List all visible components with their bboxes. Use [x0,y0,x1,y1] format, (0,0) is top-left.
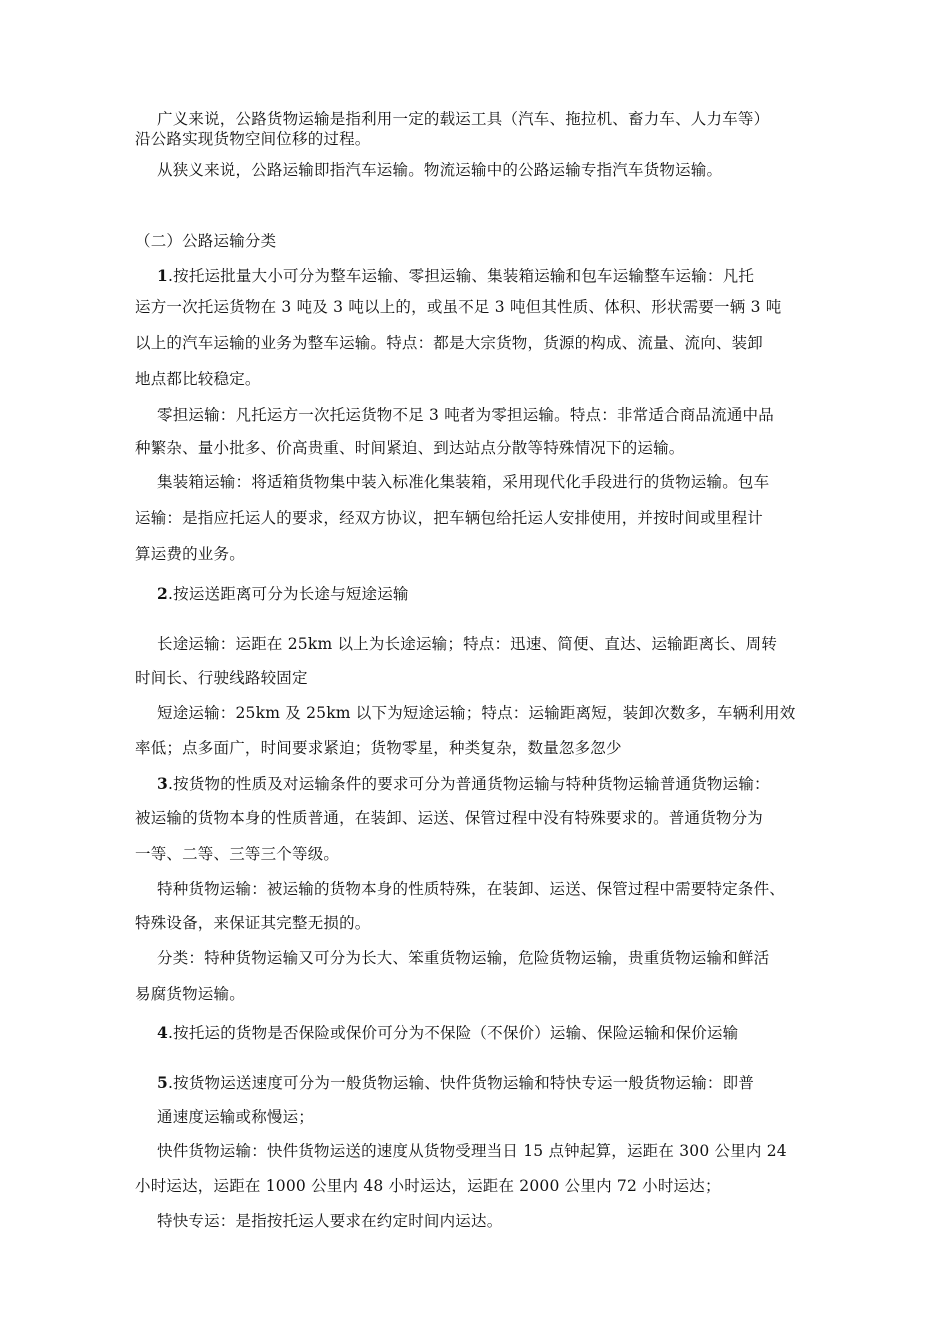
item-4-text: .按托运的货物是否保险或保价可分为不保险（不保价）运输、保险运输和保价运输 [168,1024,739,1042]
classification-line-2: 易腐货物运输。 [135,985,245,1003]
item-1-line-2: 运方一次托运货物在 3 吨及 3 吨以上的，或虽不足 3 吨但其性质、体积、形状需要一辆 3 吨 [135,298,782,316]
container-line-1: 集装箱运输：将适箱货物集中装入标准化集装箱，采用现代化手段进行的货物运输。包车 [157,473,770,491]
item-5-number: 5 [157,1073,168,1092]
express-line-1: 快件货物运输：快件货物运送的速度从货物受理当日 15 点钟起算，运距在 300 公里内 24 [157,1142,787,1160]
item-5-text: .按货物运送速度可分为一般货物运输、快件货物运输和特快专运一般货物运输：即普 [168,1074,755,1092]
special-cargo-line-2: 特殊设备，来保证其完整无损的。 [135,914,371,932]
item-3-line-2: 被运输的货物本身的性质普通，在装卸、运送、保管过程中没有特殊要求的。普通货物分为 [135,809,764,827]
item-4 [157,1023,738,1043]
classification-line-1: 分类：特种货物运输又可分为长大、笨重货物运输，危险货物运输，贵重货物运输和鲜活 [157,949,770,967]
short-distance-line-2: 率低；点多面广，时间要求紧迫；货物零星，种类复杂，数量忽多忽少 [135,739,622,757]
item-2-text: .按运送距离可分为长途与短途运输 [168,585,409,603]
intro-paragraph-1-line-2: 沿公路实现货物空间位移的过程。 [135,130,371,148]
container-line-2: 运输：是指应托运人的要求，经双方协议，把车辆包给托运人安排使用，并按时间或里程计 [135,509,764,527]
item-1-line-4: 地点都比较稳定。 [135,370,261,388]
intro-paragraph-2: 从狭义来说，公路运输即指汽车运输。物流运输中的公路运输专指汽车货物运输。 [157,161,723,179]
item-3-line-3: 一等、二等、三等三个等级。 [135,845,340,863]
item-1-line-3: 以上的汽车运输的业务为整车运输。特点：都是大宗货物，货源的构成、流量、流向、装卸 [135,334,764,352]
long-distance-line-1: 长途运输：运距在 25km 以上为长途运输；特点：迅速、简便、直达、运输距离长、周转 [157,635,778,653]
special-cargo-line-1: 特种货物运输：被运输的货物本身的性质特殊，在装卸、运送、保管过程中需要特定条件、 [157,880,786,898]
item-3-number: 3 [157,774,168,793]
lingdan-line-1: 零担运输：凡托运方一次托运货物不足 3 吨者为零担运输。特点：非常适合商品流通中品 [157,406,774,424]
intro-paragraph-1-line-1: 广义来说，公路货物运输是指利用一定的载运工具（汽车、拖拉机、畜力车、人力车等） [157,110,770,128]
item-3-text: .按货物的性质及对运输条件的要求可分为普通货物运输与特种货物运输普通货物运输： [168,775,770,793]
item-5-line-2: 通速度运输或称慢运； [157,1108,315,1126]
item-4-number: 4 [157,1023,168,1042]
short-distance-line-1: 短途运输：25km 及 25km 以下为短途运输；特点：运输距离短，装卸次数多，车辆利用效 [157,704,796,722]
item-5-line-1 [157,1073,754,1093]
item-1-line-1 [157,266,754,286]
express-line-2: 小时运达，运距在 1000 公里内 48 小时运达，运距在 2000 公里内 72 小时运达； [135,1177,721,1195]
section-heading: （二）公路运输分类 [135,232,277,250]
container-line-3: 算运费的业务。 [135,545,245,563]
long-distance-line-2: 时间长、行驶线路较固定 [135,669,308,687]
special-express: 特快专运：是指按托运人要求在约定时间内运达。 [157,1212,503,1230]
item-2 [157,584,409,604]
item-1-number: 1 [157,266,168,285]
lingdan-line-2: 种繁杂、量小批多、价高贵重、时间紧迫、到达站点分散等特殊情况下的运输。 [135,439,685,457]
item-1-text: .按托运批量大小可分为整车运输、零担运输、集装箱运输和包车运输整车运输：凡托 [168,267,755,285]
item-2-number: 2 [157,584,168,603]
item-3-line-1 [157,774,770,794]
